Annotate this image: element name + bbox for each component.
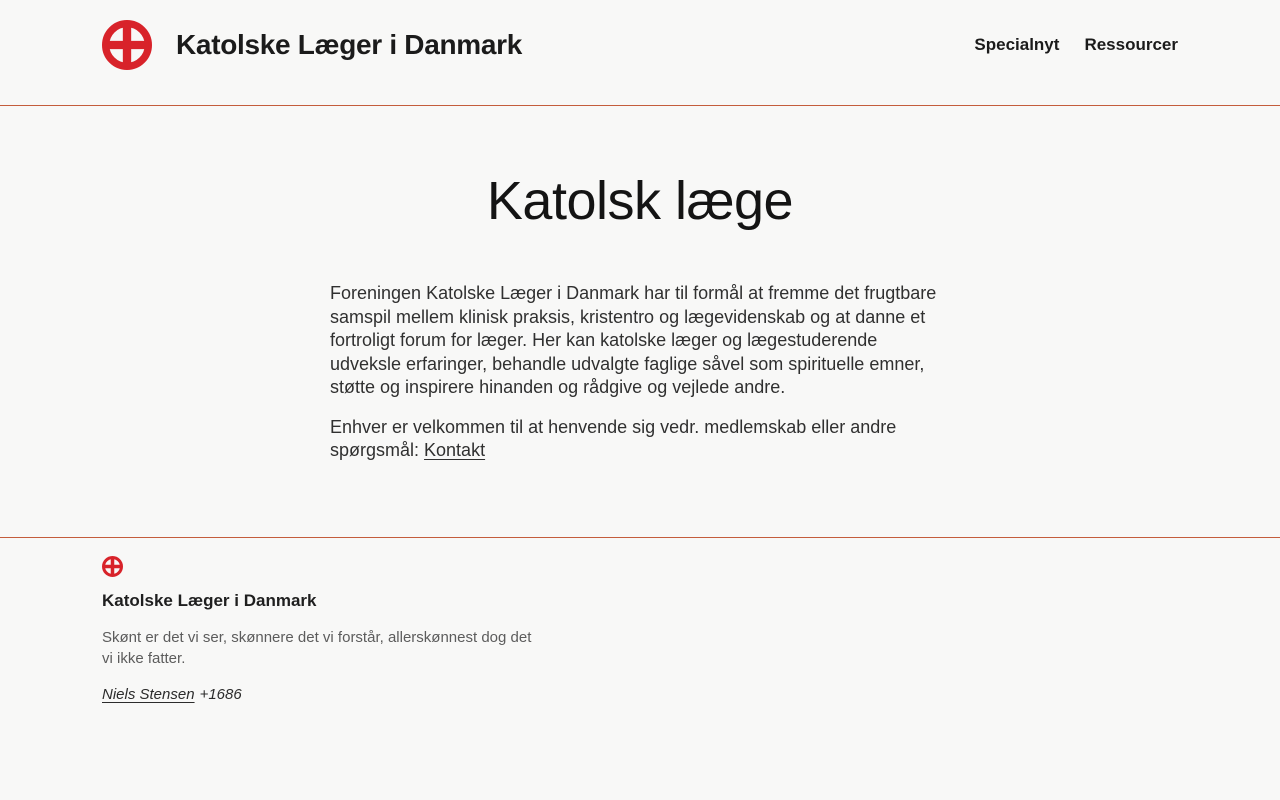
attribution-year: +1686 — [199, 685, 242, 703]
contact-paragraph-text: Enhver er velkommen til at henvende sig vedr. medlemskab eller andre spørgsmål: — [330, 416, 897, 460]
kontakt-link[interactable]: Kontakt — [424, 440, 486, 460]
footer-site-title: Katolske Læger i Danmark — [102, 590, 317, 610]
primary-nav — [974, 20, 1178, 70]
footer-attribution — [102, 686, 1178, 703]
footer-quote: Skønt er det vi ser, skønnere det vi forstår, allerskønnest dog det vi ikke fatter. — [102, 628, 532, 667]
site-title[interactable]: Katolske Læger i Danmark — [176, 29, 523, 60]
site-header — [0, 0, 1280, 106]
niels-stensen-link[interactable]: Niels Stensen — [102, 685, 195, 703]
page-title: Katolsk læge — [486, 171, 794, 231]
contact-paragraph — [330, 416, 950, 463]
nav-link-specialnyt[interactable]: Specialnyt — [974, 35, 1060, 54]
nav-link-ressourcer[interactable]: Ressourcer — [1084, 35, 1178, 54]
circled-cross-logo-icon-small — [102, 556, 123, 577]
intro-paragraph: Foreningen Katolske Læger i Danmark har til formål at fremme det frugtbare samspil mellem klinisk praksis, kristentro og lægevidenskab og at danne et fortroligt forum for læger. Her kan katolske læger og lægestuderende udveksle erfaringer, behandle udvalgte faglige såvel som spirituelle emner, støtte og inspirere hinanden og rådgive og vejlede andre. — [330, 283, 937, 397]
site-footer — [0, 537, 1280, 703]
circled-cross-logo-icon — [102, 20, 152, 70]
site-branding[interactable] — [102, 20, 522, 70]
page-content — [330, 282, 950, 463]
page-main — [0, 106, 1280, 537]
